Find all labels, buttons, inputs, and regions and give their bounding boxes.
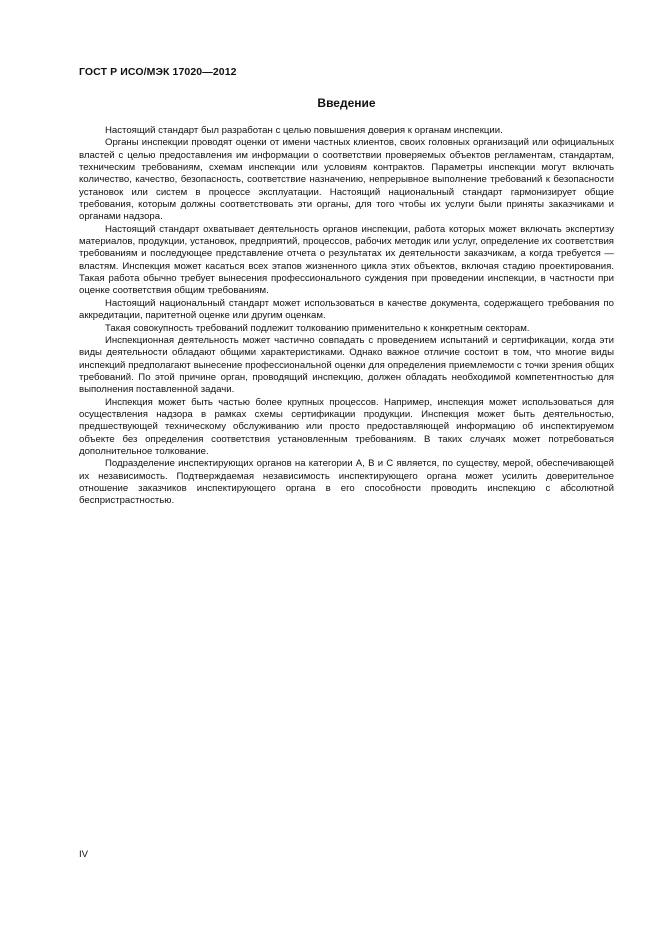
paragraph: Подразделение инспектирующих органов на категории А, В и С является, по существу, мерой, обеспечивающей их независимость. Подтверждаемая независимость инспектирующего органа может усилить доверительное отношение заказчиков инспектирующего органа в его способности проводить инспекцию с абсолютной беспристрастностью.: [79, 458, 614, 507]
paragraph: Инспекционная деятельность может частично совпадать с проведением испытаний и сертификации, когда эти виды деятельности обладают общими характеристиками. Однако важное отличие состоит в том, что многие виды инспекций предполагают вынесение профессиональной оценки для определения приемлемости с точки зрения общих требований. По этой причине орган, проводящий инспекцию, должен обладать необходимой компетентностью для выполнения поставленной задачи.: [79, 334, 614, 396]
paragraph: Инспекция может быть частью более крупных процессов. Например, инспекция может использоваться для осуществления надзора в рамках схемы сертификации продукции. Инспекция может быть деятельностью, предшествующей техническому обслуживанию или просто предоставляющей информацию об инспектируемом объекте без определения соответствия установленным требованиям. В таких случаях может потребоваться дополнительное толкование.: [79, 396, 614, 457]
page-number: IV: [79, 849, 89, 860]
body-text: [79, 125, 614, 508]
paragraph: Настоящий стандарт был разработан с целью повышения доверия к органам инспекции.: [105, 125, 503, 136]
section-title: Введение: [317, 96, 376, 110]
paragraph: Органы инспекции проводят оценки от имени частных клиентов, своих головных организаций или официальных властей с целью предоставления им информации о соответствии проверяемых объектов регламентам, стандартам, техническим требованиям, схемам инспекции или условиям контрактов. Параметры инспекции могут включать количество, качество, безопасность, соответствие назначению, непрерывное выполнение требований к безопасности установок или систем в процессе эксплуатации. Настоящий национальный стандарт гармонизирует общие требования, которым должны соответствовать эти органы, для того чтобы их услуги были приняты заказчиками и органами надзора.: [79, 137, 614, 223]
paragraph: Такая совокупность требований подлежит толкованию применительно к конкретным секторам.: [105, 322, 530, 334]
document-header: ГОСТ Р ИСО/МЭК 17020—2012: [79, 66, 237, 78]
paragraph: Настоящий национальный стандарт может использоваться в качестве документа, содержащего требования по аккредитации, паритетной оценке или другим оценкам.: [79, 297, 614, 322]
paragraph: Настоящий стандарт охватывает деятельность органов инспекции, работа которых может включать экспертизу материалов, продукции, установок, предприятий, процессов, рабочих методик или услуг, определение их соответствия требованиям и последующее представление отчета о результатах их деятельности заказчикам, а когда требуется — властям. Инспекция может касаться всех этапов жизненного цикла этих объектов, включая стадию проектирования. Такая работа обычно требует вынесения профессионального суждения при проведении инспекции, в частности при оценке соответствия общим требованиям.: [79, 223, 614, 297]
